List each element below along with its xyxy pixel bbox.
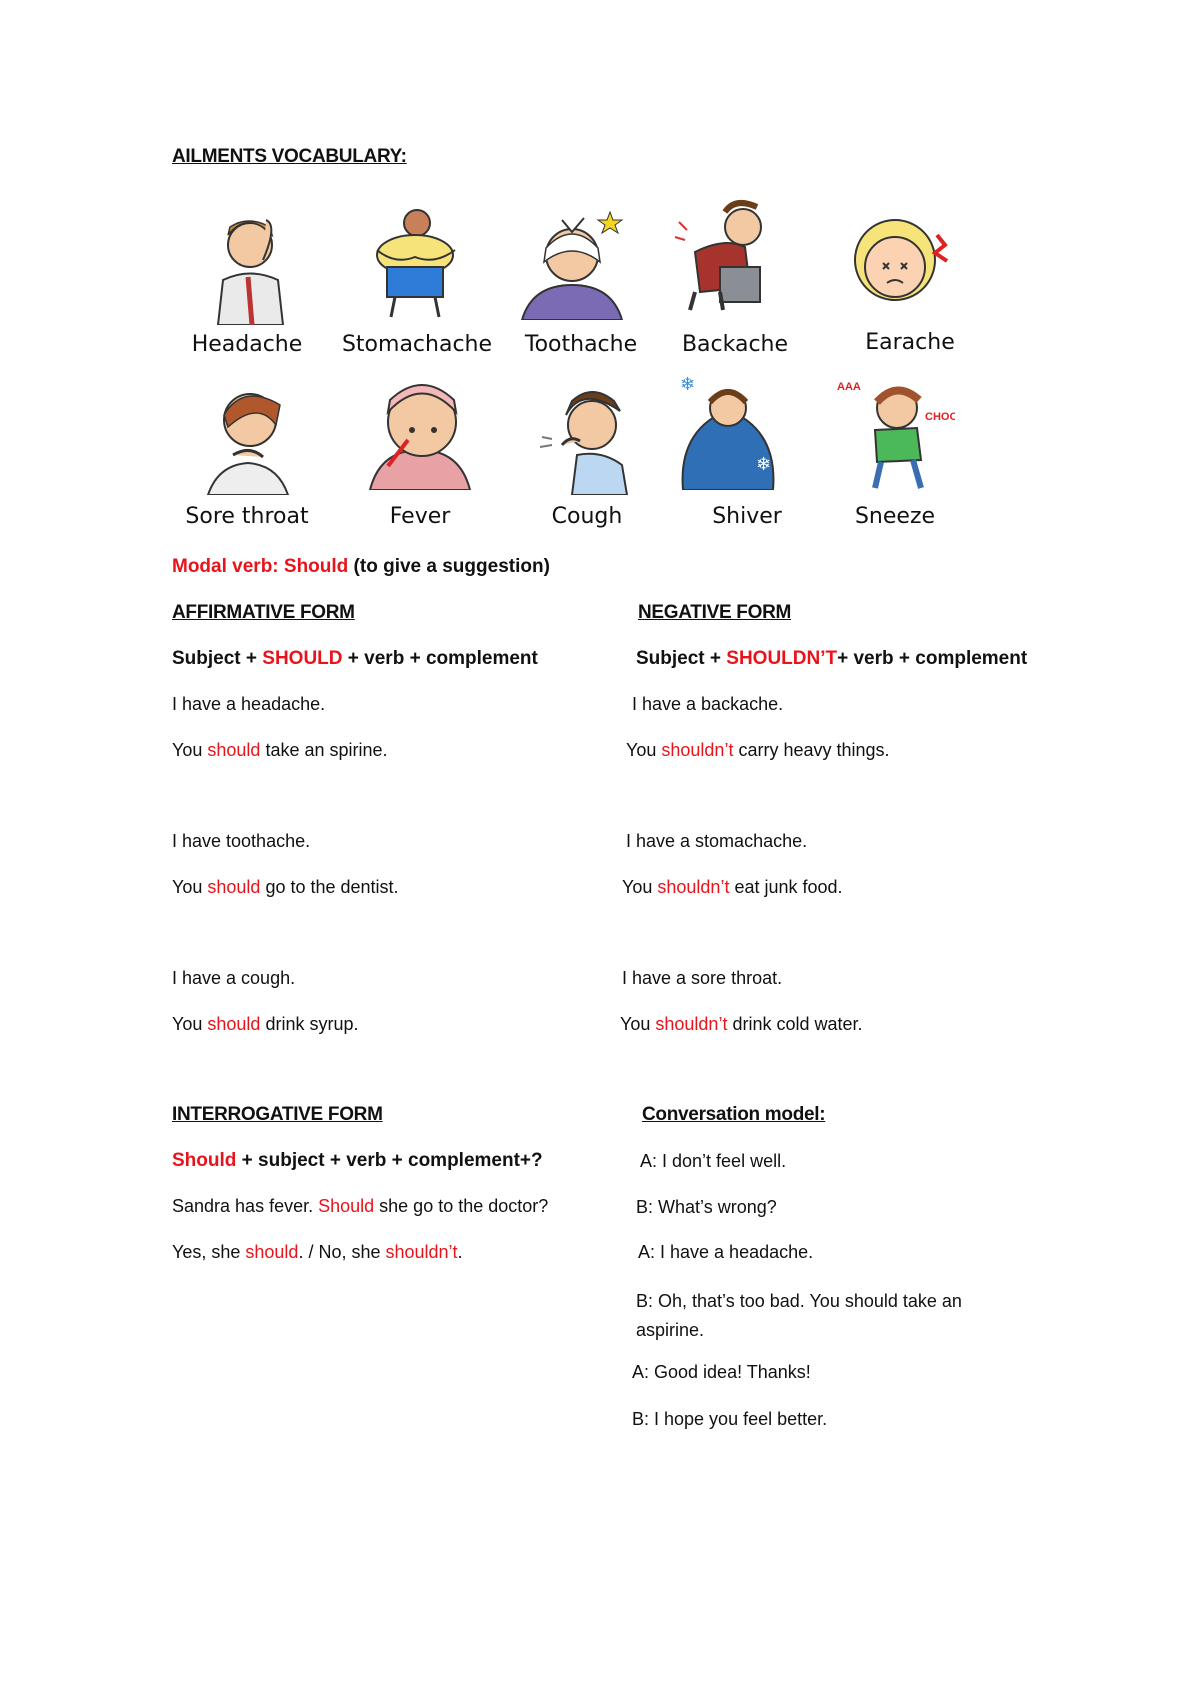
ailment-label-backache: Backache <box>681 332 789 357</box>
negative-problem-1: I have a backache. <box>632 694 784 714</box>
ailment-label-fever: Fever <box>389 504 451 529</box>
negative-advice-1: You shouldn’t carry heavy things. <box>626 740 890 760</box>
man-with-thermometer-icon <box>360 370 480 490</box>
ailment-label-sneeze: Sneeze <box>854 504 936 529</box>
conversation-heading: Conversation model: <box>642 1104 826 1125</box>
ailment-label-cough: Cough <box>551 504 623 529</box>
interrogative-question: Sandra has fever. Should she go to the doctor? <box>172 1196 549 1216</box>
svg-text:AAA: AAA <box>837 381 861 393</box>
ailment-label-shiver: Shiver <box>712 504 782 529</box>
ailment-label-sore-throat: Sore throat <box>185 504 309 529</box>
negative-advice-2: You shouldn’t eat junk food. <box>622 877 843 897</box>
affirmative-problem-1: I have a headache. <box>172 694 326 714</box>
ailment-label-headache: Headache <box>191 332 303 357</box>
svg-text:❄: ❄ <box>756 454 772 474</box>
modal-verb-note: (to give a suggestion) <box>348 556 550 577</box>
man-holding-back-icon <box>665 192 785 312</box>
affirmative-advice-3: You should drink syrup. <box>172 1014 359 1034</box>
page-title: AILMENTS VOCABULARY: <box>172 146 407 167</box>
negative-problem-3: I have a sore throat. <box>622 968 783 988</box>
conversation-line-1: A: I don’t feel well. <box>640 1151 787 1171</box>
affirmative-advice-1: You should take an spirine. <box>172 740 388 760</box>
affirmative-formula: Subject + SHOULD + verb + complement <box>172 648 538 669</box>
ailment-label-earache: Earache <box>865 330 955 355</box>
girl-holding-ear-icon <box>835 205 955 325</box>
affirmative-heading: AFFIRMATIVE FORM <box>172 602 355 623</box>
ailment-label-stomachache: Stomachache <box>341 332 493 357</box>
conversation-line-3: A: I have a headache. <box>638 1242 814 1262</box>
conversation-line-2: B: What’s wrong? <box>636 1197 777 1217</box>
boy-sneezing-icon <box>835 370 955 490</box>
interrogative-answer: Yes, she should. / No, she shouldn’t. <box>172 1242 463 1262</box>
conversation-line-5: A: Good idea! Thanks! <box>632 1362 811 1382</box>
affirmative-problem-3: I have a cough. <box>172 968 296 988</box>
man-holding-stomach-icon <box>355 205 475 325</box>
negative-advice-3: You shouldn’t drink cold water. <box>620 1014 863 1034</box>
negative-heading: NEGATIVE FORM <box>638 602 792 623</box>
modal-verb-label: Modal verb: Should <box>172 556 349 577</box>
boy-in-blanket-icon <box>668 370 788 490</box>
svg-text:❄: ❄ <box>680 374 696 394</box>
conversation-line-4: B: Oh, that’s too bad. You should take an aspirine. <box>636 1291 962 1340</box>
interrogative-heading: INTERROGATIVE FORM <box>172 1104 383 1125</box>
svg-text:CHOO: CHOO <box>925 411 955 423</box>
modal-verb-title <box>172 556 550 578</box>
man-holding-head-icon <box>188 205 308 325</box>
boy-coughing-icon <box>522 375 642 495</box>
negative-problem-2: I have a stomachache. <box>626 831 808 851</box>
interrogative-formula: Should + subject + verb + complement+? <box>172 1150 543 1171</box>
ailment-label-toothache: Toothache <box>524 332 638 357</box>
conversation-line-6: B: I hope you feel better. <box>632 1409 828 1429</box>
affirmative-advice-2: You should go to the dentist. <box>172 877 399 897</box>
affirmative-problem-2: I have toothache. <box>172 831 311 851</box>
negative-formula: Subject + SHOULDN’T+ verb + complement <box>636 648 1028 669</box>
woman-holding-throat-icon <box>188 375 308 495</box>
woman-with-bandaged-jaw-icon <box>512 200 632 320</box>
